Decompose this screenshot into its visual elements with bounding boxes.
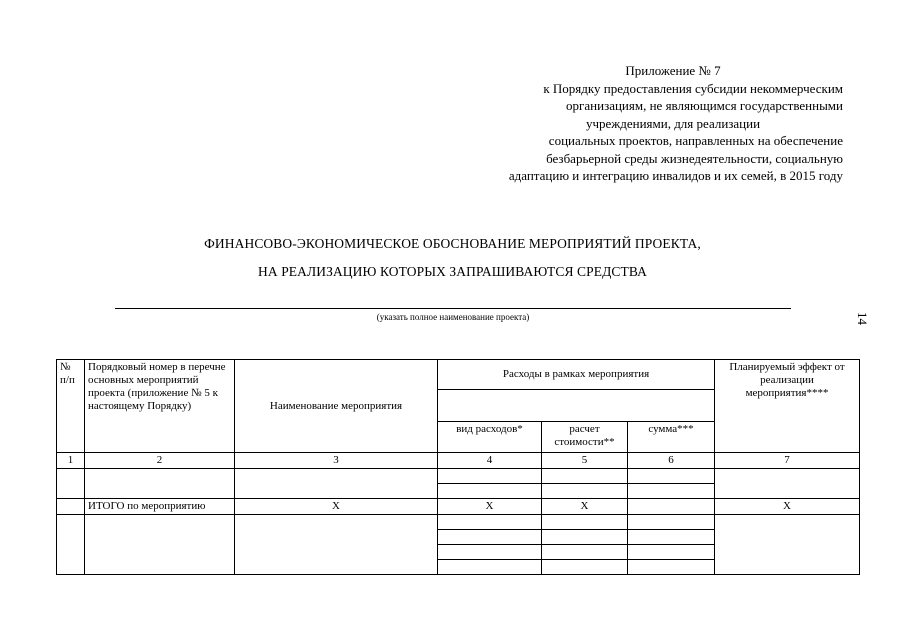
appendix-line: социальных проектов, направленных на обеспечение [548, 133, 843, 148]
table-cell [438, 530, 542, 545]
table-cell [628, 469, 715, 484]
table-cell [628, 499, 715, 515]
total-mark: Х [542, 499, 628, 515]
appendix-header [383, 62, 843, 185]
table-cell [542, 530, 628, 545]
total-mark: Х [235, 499, 438, 515]
document-title-line-1: ФИНАНСОВО-ЭКОНОМИЧЕСКОЕ ОБОСНОВАНИЕ МЕРОПРИЯТИЙ ПРОЕКТА, [204, 236, 701, 251]
table-cell [438, 545, 542, 560]
table-cell [57, 515, 85, 575]
table-row [57, 469, 860, 484]
table-cell [628, 515, 715, 530]
appendix-line: к Порядку предоставления субсидии некоммерческим [543, 80, 843, 96]
appendix-line: учреждениями, для реализации [585, 115, 761, 131]
table-cell [235, 515, 438, 575]
table-cell [628, 545, 715, 560]
header-sum: сумма*** [628, 422, 715, 453]
table-cell [542, 545, 628, 560]
table-cell [438, 469, 542, 484]
table-cell [715, 515, 860, 575]
table-cell [715, 469, 860, 499]
header-expense-type: вид расходов* [438, 422, 542, 453]
project-name-line [115, 308, 791, 309]
total-mark: Х [438, 499, 542, 515]
header-event-name: Наименование мероприятия [235, 360, 438, 453]
table-cell [438, 515, 542, 530]
table-cell [542, 515, 628, 530]
table-cell [542, 469, 628, 484]
column-number: 7 [715, 453, 860, 469]
document-title-line-2: НА РЕАЛИЗАЦИЮ КОТОРЫХ ЗАПРАШИВАЮТСЯ СРЕДСТВА [258, 264, 647, 279]
header-planned-effect: Планируемый эффект от реализации мероприятия**** [715, 360, 860, 453]
header-cost-calc: расчет стоимости** [542, 422, 628, 453]
appendix-line: адаптацию и интеграцию инвалидов и их семей, в 2015 году [508, 168, 843, 183]
column-number: 6 [628, 453, 715, 469]
appendix-line: безбарьерной среды жизнедеятельности, социальную [546, 150, 843, 166]
financial-table [56, 359, 860, 575]
table-cell [85, 515, 235, 575]
appendix-line: организациям, не являющимся государственными [566, 98, 843, 113]
column-number: 5 [542, 453, 628, 469]
table-row [57, 515, 860, 530]
header-ordinal: Порядковый номер в перечне основных мероприятий проекта (приложение № 5 к настоящему Порядку) [85, 360, 235, 453]
table-cell [542, 484, 628, 499]
column-number: 2 [85, 453, 235, 469]
column-number: 3 [235, 453, 438, 469]
table-cell [85, 469, 235, 499]
total-label: ИТОГО по мероприятию [85, 499, 235, 515]
table-cell [57, 469, 85, 499]
column-number: 1 [57, 453, 85, 469]
project-name-hint: (указать полное наименование проекта) [376, 312, 530, 322]
header-expenses-group: Расходы в рамках мероприятия [438, 360, 715, 390]
column-number: 4 [438, 453, 542, 469]
table-cell [57, 499, 85, 515]
table-cell [542, 560, 628, 575]
table-cell [235, 469, 438, 499]
table-cell [628, 530, 715, 545]
table-cell [628, 560, 715, 575]
table-cell [438, 560, 542, 575]
header-expenses-blank [438, 390, 715, 422]
header-number: № п/п [57, 360, 85, 453]
page-number: 14 [855, 312, 870, 325]
table-row [57, 453, 860, 469]
total-mark: Х [715, 499, 860, 515]
table-cell [438, 484, 542, 499]
total-row [57, 499, 860, 515]
table-cell [628, 484, 715, 499]
appendix-line: Приложение № 7 [625, 63, 721, 78]
